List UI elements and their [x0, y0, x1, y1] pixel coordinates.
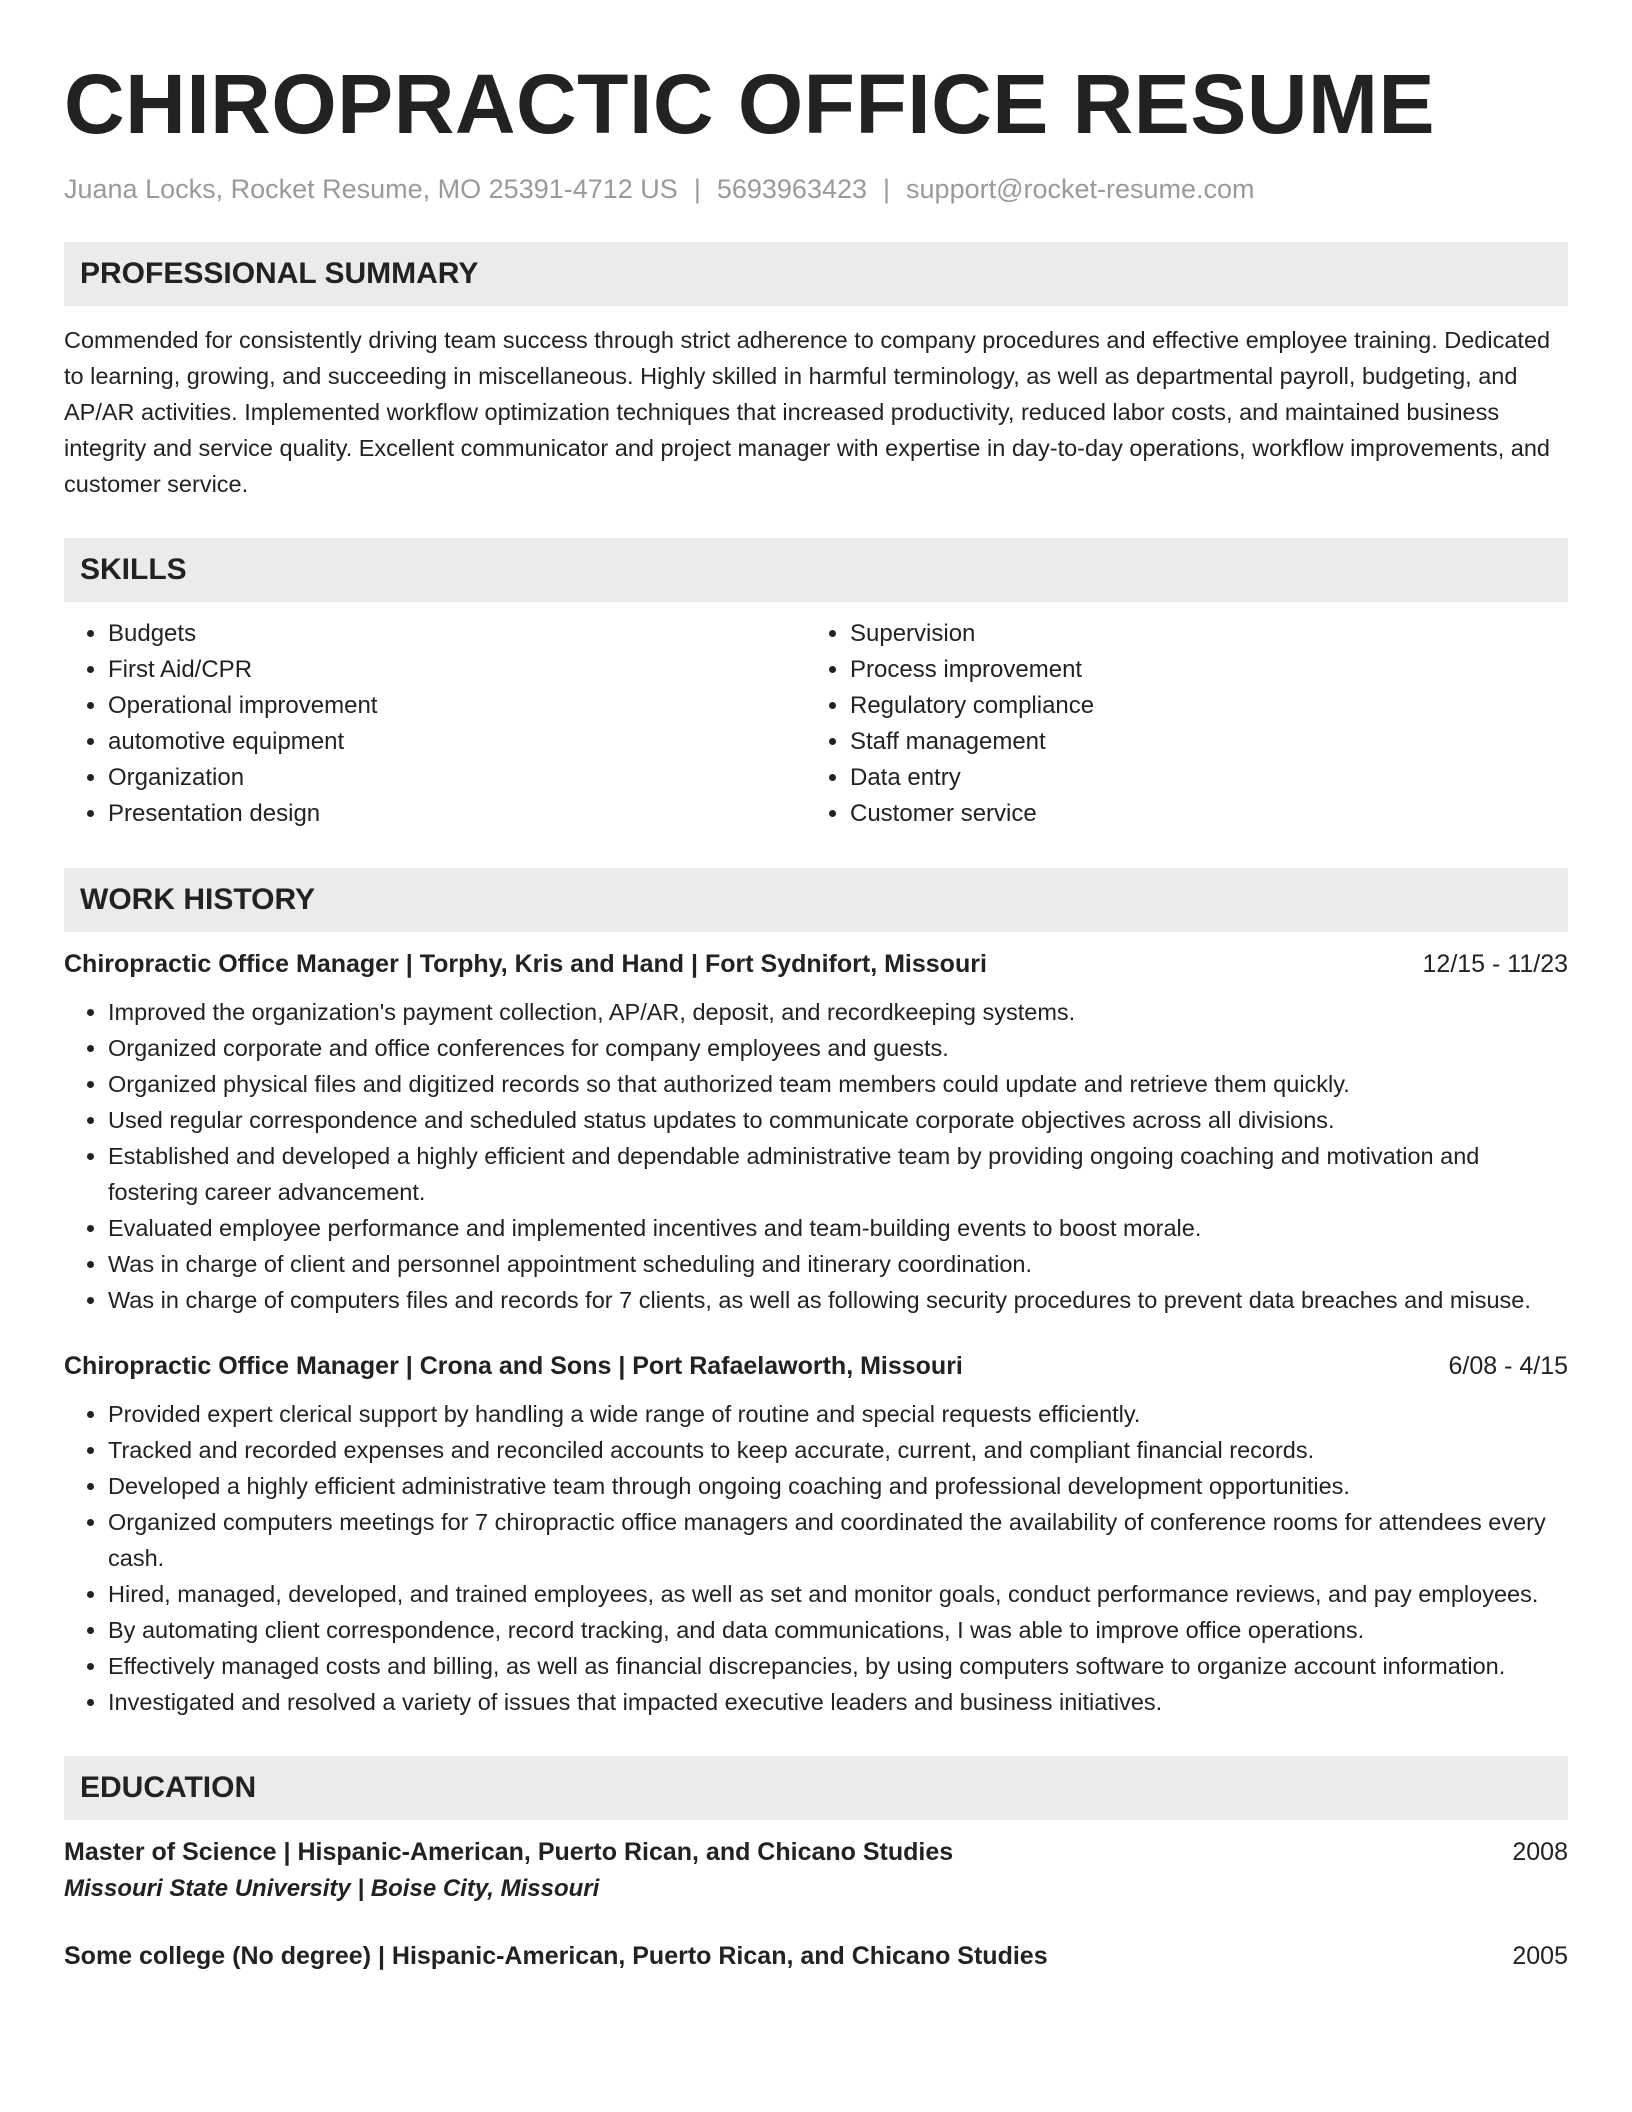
job-bullet: • By automating client correspondence, record tracking, and data communications, I was able to improve office operations.: [108, 1612, 1568, 1648]
contact-line: [64, 172, 1568, 206]
contact-email: support@rocket-resume.com: [906, 174, 1255, 204]
skill-item: • Budgets: [108, 616, 806, 652]
job-bullet: • Was in charge of client and personnel appointment scheduling and itinerary coordination.: [108, 1246, 1568, 1282]
contact-phone: 5693963423: [716, 174, 868, 204]
job-bullets: [64, 1396, 1568, 1720]
job-bullet: • Effectively managed costs and billing, as well as financial discrepancies, by using computers software to organize account information.: [108, 1648, 1568, 1684]
job-header: [64, 1348, 1568, 1384]
job-dates: 6/08 - 4/15: [1448, 1352, 1568, 1380]
education-entry: [64, 1834, 1568, 1908]
job-bullets: [64, 994, 1568, 1318]
summary-text: Commended for consistently driving team success through strict adherence to company procedures and effective employee training. Dedicated to learning, growing, and succeeding in miscellaneous. Highly skilled in harmful terminology, as well as departmental payroll, budgeting, and AP/AR activities. Implemented workflow optimization techniques that increased productivity, reduced labor costs, and maintained business integrity and service quality. Excellent communicator and project manager with expertise in day-to-day operations, workflow improvements, and customer service.: [64, 327, 1551, 497]
education-entry: [64, 1938, 1568, 1974]
job-title: Chiropractic Office Manager | Torphy, Kris and Hand | Fort Sydnifort, Missouri: [64, 950, 987, 978]
job-bullet: • Investigated and resolved a variety of issues that impacted executive leaders and business initiatives.: [108, 1684, 1568, 1720]
job-bullet: • Established and developed a highly efficient and dependable administrative team by providing ongoing coaching and motivation and fostering career advancement.: [108, 1138, 1568, 1210]
education-degree: Some college (No degree) | Hispanic-American, Puerto Rican, and Chicano Studies: [64, 1942, 1048, 1970]
education-year: 2008: [1512, 1838, 1568, 1866]
education-school: Missouri State University | Boise City, Missouri: [64, 1875, 600, 1902]
job-bullet: • Used regular correspondence and scheduled status updates to communicate corporate objectives across all divisions.: [108, 1102, 1568, 1138]
section-heading-summary: PROFESSIONAL SUMMARY: [64, 242, 1568, 306]
job-bullet: • Hired, managed, developed, and trained employees, as well as set and monitor goals, conduct performance reviews, and pay employees.: [108, 1576, 1568, 1612]
contact-address: Juana Locks, Rocket Resume, MO 25391-4712 US: [64, 174, 678, 204]
job-bullet: • Organized corporate and office conferences for company employees and guests.: [108, 1030, 1568, 1066]
contact-separator: |: [883, 174, 891, 204]
skill-item: • Regulatory compliance: [850, 688, 1548, 724]
skills-column-right: [806, 616, 1548, 832]
education-header: [64, 1938, 1568, 1974]
skill-item: • Customer service: [850, 796, 1548, 832]
job-entry: [64, 946, 1568, 1318]
resume-title: CHIROPRACTIC OFFICE RESUME: [64, 57, 1436, 151]
skill-item: • Supervision: [850, 616, 1548, 652]
skill-item: • First Aid/CPR: [108, 652, 806, 688]
section-heading-skills: SKILLS: [64, 538, 1568, 602]
job-bullet: • Organized computers meetings for 7 chiropractic office managers and coordinated the availability of conference rooms for attendees every cash.: [108, 1504, 1568, 1576]
education-degree: Master of Science | Hispanic-American, Puerto Rican, and Chicano Studies: [64, 1838, 954, 1866]
job-bullet: • Tracked and recorded expenses and reconciled accounts to keep accurate, current, and compliant financial records.: [108, 1432, 1568, 1468]
section-heading-work-history: WORK HISTORY: [64, 868, 1568, 932]
skill-item: • Data entry: [850, 760, 1548, 796]
skills-column-left: [64, 616, 806, 832]
skill-item: • automotive equipment: [108, 724, 806, 760]
job-dates: 12/15 - 11/23: [1422, 950, 1568, 978]
skill-item: • Presentation design: [108, 796, 806, 832]
skill-item: • Operational improvement: [108, 688, 806, 724]
job-bullet: • Developed a highly efficient administrative team through ongoing coaching and professional development opportunities.: [108, 1468, 1568, 1504]
education-header: [64, 1834, 1568, 1870]
education-year: 2005: [1512, 1942, 1568, 1970]
job-bullet: • Was in charge of computers files and records for 7 clients, as well as following security procedures to prevent data breaches and misuse.: [108, 1282, 1568, 1318]
skills-list: [64, 616, 1568, 832]
job-header: [64, 946, 1568, 982]
job-bullet: • Improved the organization's payment collection, AP/AR, deposit, and recordkeeping systems.: [108, 994, 1568, 1030]
job-bullet: • Provided expert clerical support by handling a wide range of routine and special requests efficiently.: [108, 1396, 1568, 1432]
job-entry: [64, 1348, 1568, 1720]
skill-item: • Staff management: [850, 724, 1548, 760]
job-bullet: • Organized physical files and digitized records so that authorized team members could update and retrieve them quickly.: [108, 1066, 1568, 1102]
section-heading-education: EDUCATION: [64, 1756, 1568, 1820]
job-bullet: • Evaluated employee performance and implemented incentives and team-building events to boost morale.: [108, 1210, 1568, 1246]
skill-item: • Process improvement: [850, 652, 1548, 688]
skill-item: • Organization: [108, 760, 806, 796]
contact-separator: |: [693, 174, 701, 204]
job-title: Chiropractic Office Manager | Crona and Sons | Port Rafaelaworth, Missouri: [64, 1352, 963, 1380]
